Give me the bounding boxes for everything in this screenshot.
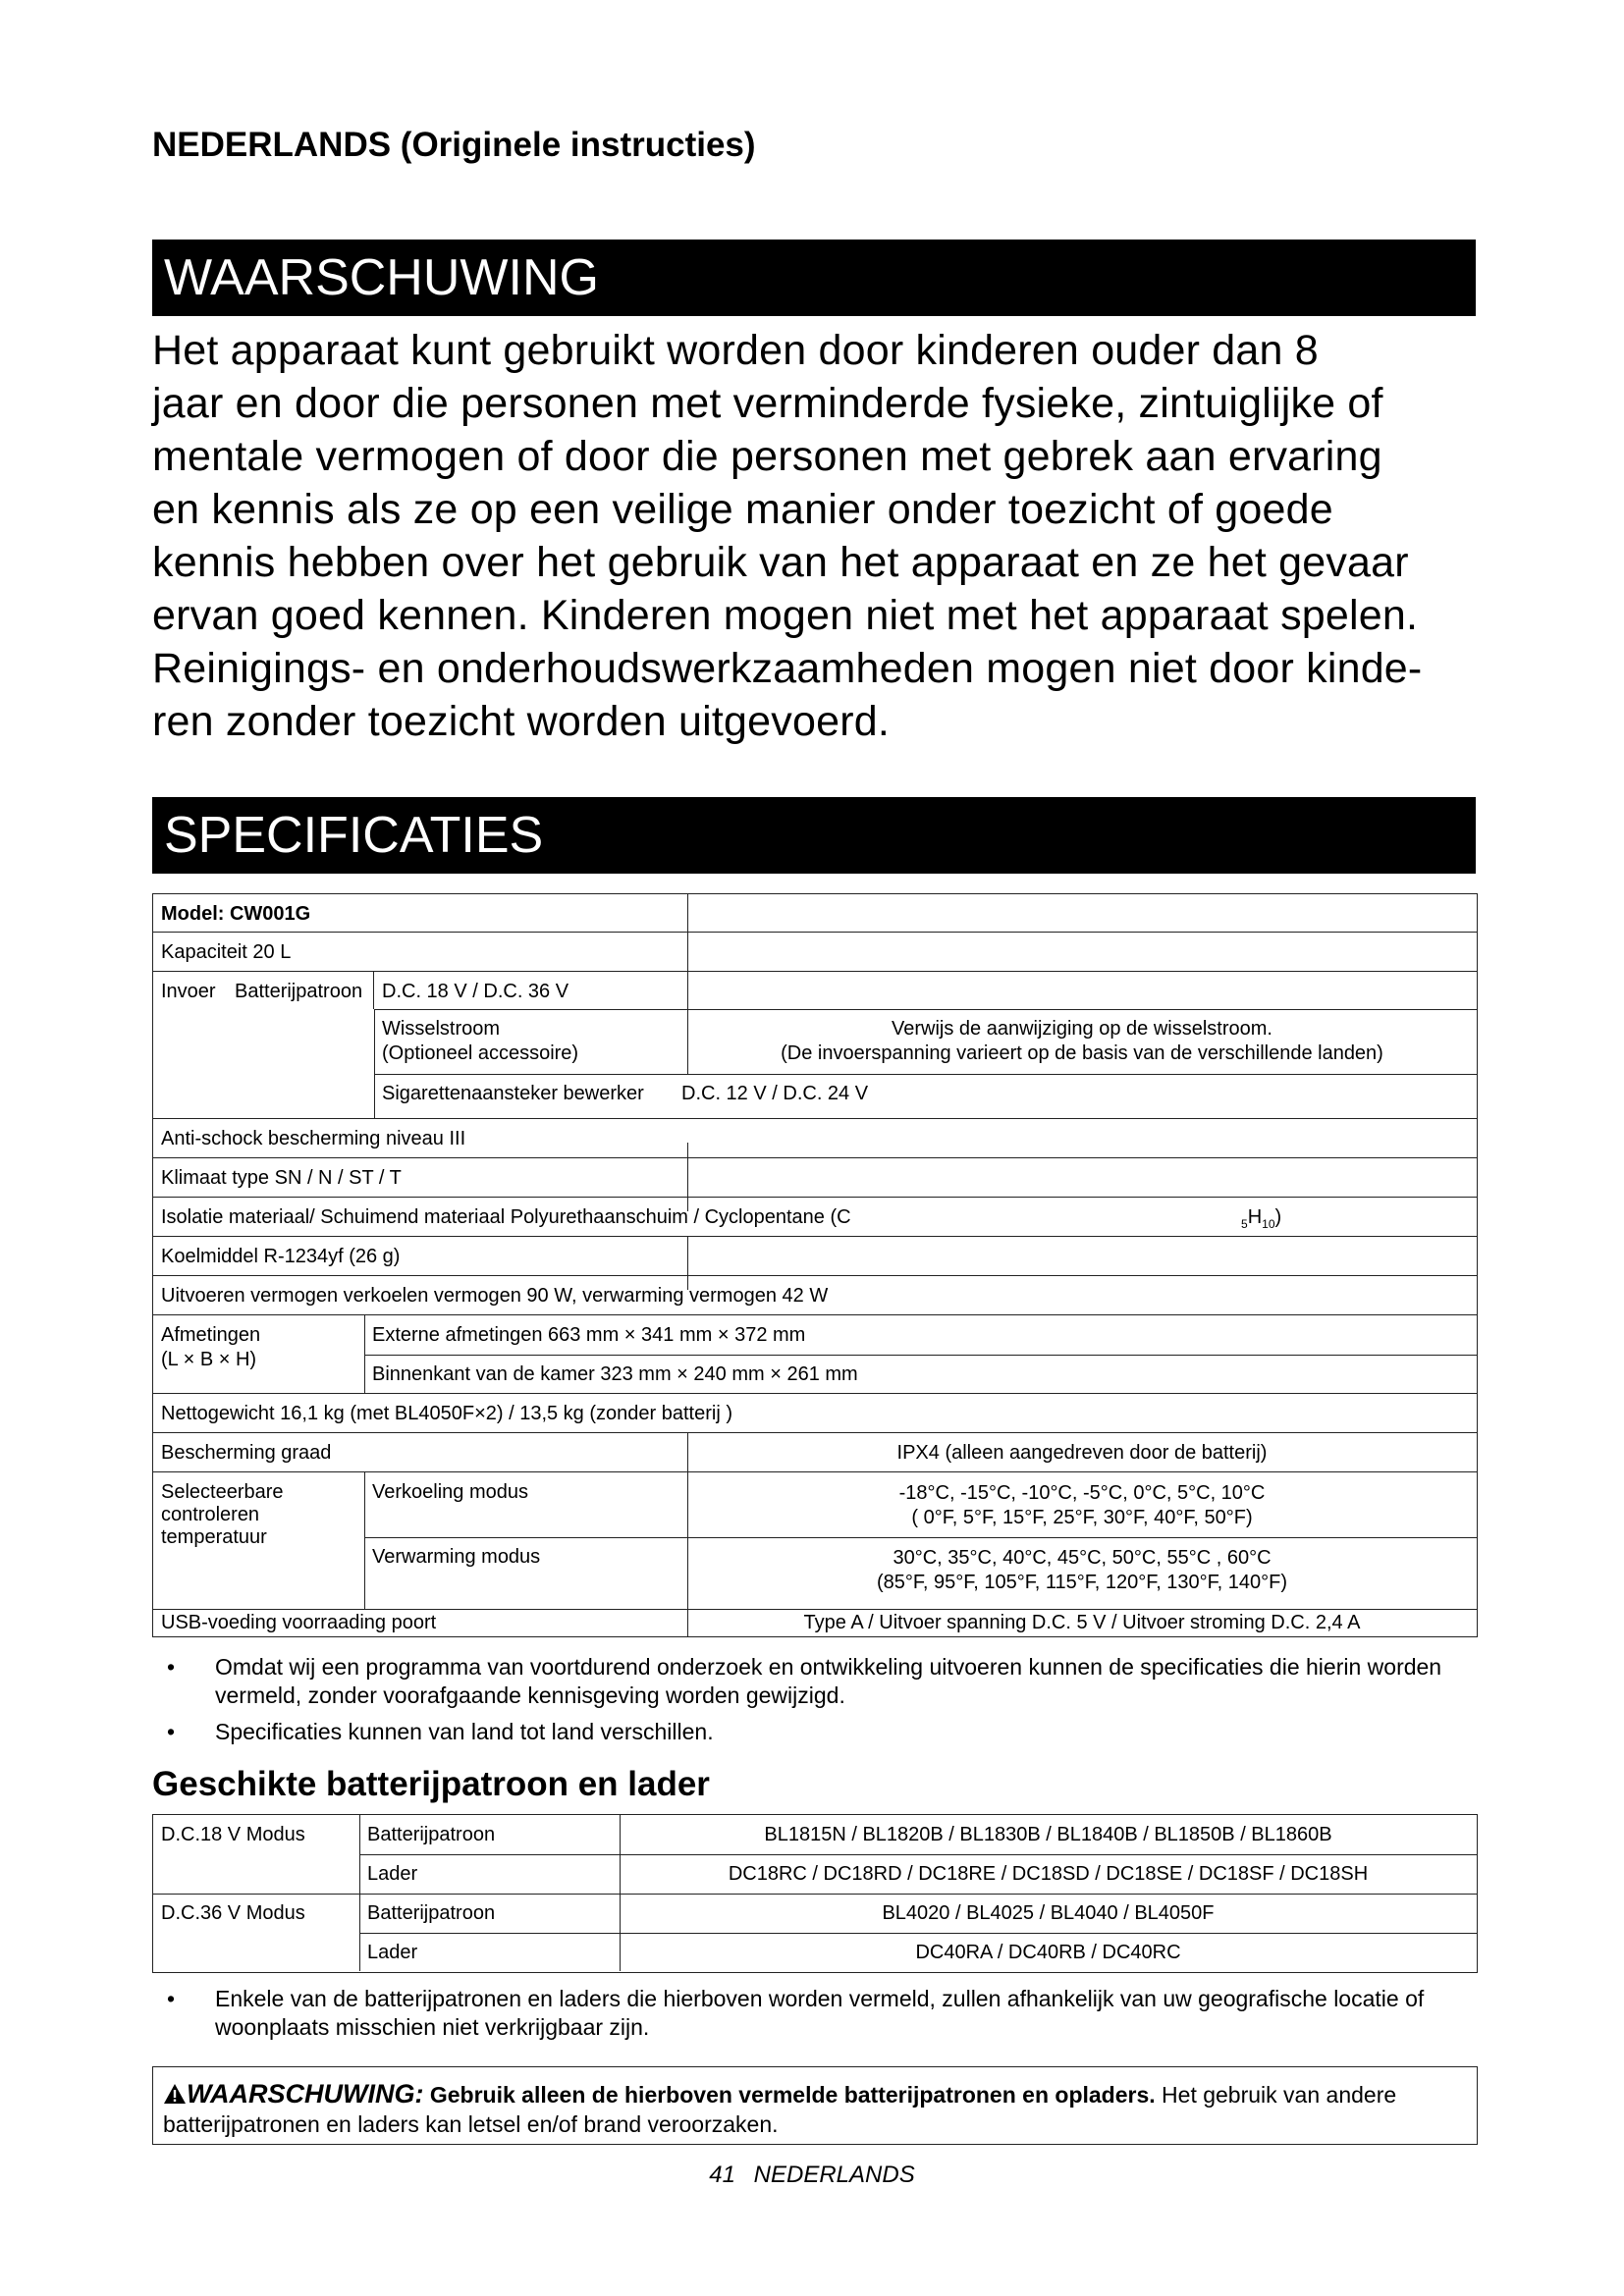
warning-bold-text: Gebruik alleen de hierboven vermelde batterijpatronen en opladers. xyxy=(429,2082,1156,2108)
insulation-formula: $_5H_{10}$) xyxy=(1241,1206,1282,1231)
spec-notes xyxy=(152,1653,1478,1754)
spec-row-model xyxy=(152,893,1478,933)
spec-row-refrigerant xyxy=(152,1237,1478,1276)
spec-row-shock xyxy=(152,1119,1478,1158)
warning-paragraph xyxy=(152,324,1488,748)
power-text: Uitvoeren vermogen verkoelen vermogen 90 W, verwarming vermogen 42 W xyxy=(161,1285,829,1307)
capacity-label: Kapaciteit 20 L xyxy=(161,941,292,963)
model-label: Model: CW001G xyxy=(161,903,311,925)
warning-label: WAARSCHUWING: xyxy=(187,2079,424,2109)
charger-models: DC18RC / DC18RD / DC18RE / DC18SD / DC18SE / DC18SF / DC18SH xyxy=(728,1863,1369,1885)
cooling-label: Verkoeling modus xyxy=(372,1481,528,1503)
footer-language: NEDERLANDS xyxy=(753,2162,915,2188)
heating-value xyxy=(687,1537,1477,1609)
battery-notes xyxy=(152,1985,1478,2050)
battery-mode: D.C.36 V Modus xyxy=(161,1902,305,1924)
usb-label: USB-voeding voorraading poort xyxy=(161,1612,437,1633)
battery-value: D.C. 18 V / D.C. 36 V xyxy=(382,981,569,1002)
warning-text: Het gebruik van andere batterijpatronen en laders kan letsel en/of brand veroorzaken. xyxy=(163,2082,1397,2137)
warning-line: ervan goed kennen. Kinderen mogen niet met het apparaat spelen. xyxy=(152,592,1419,639)
warning-line: en kennis als ze op een veilige manier onder toezicht of goede xyxy=(152,486,1333,533)
spec-row-usb xyxy=(152,1610,1478,1637)
battery-warning-box xyxy=(152,2066,1478,2145)
dimensions-label-line: (L × B × H) xyxy=(161,1349,257,1370)
battery-models: BL4020 / BL4025 / BL4040 / BL4050F xyxy=(882,1902,1215,1924)
battery-type: Batterijpatroon xyxy=(367,1824,496,1845)
temperature-label-line: Selecteerbare xyxy=(161,1481,284,1503)
heating-value-line: (85°F, 95°F, 105°F, 115°F, 120°F, 130°F, 140°F) xyxy=(876,1572,1288,1593)
input-label: Invoer xyxy=(161,981,216,1002)
climate-text: Klimaat type SN / N / ST / T xyxy=(161,1167,402,1189)
note-item: • Specificaties kunnen van land tot land verschillen. xyxy=(152,1718,1478,1746)
warning-line: kennis hebben over het gebruik van het apparaat en ze het gevaar xyxy=(152,539,1409,586)
warning-section-title: WAARSCHUWING xyxy=(152,240,1476,316)
dimensions-label xyxy=(153,1315,268,1393)
insulation-text: Isolatie materiaal/ Schuimend materiaal Polyurethaanschuim / Cyclopentane (C xyxy=(161,1206,851,1228)
spec-row-climate xyxy=(152,1158,1478,1198)
warning-line: Reinigings- en onderhoudswerkzaamheden mogen niet door kinde- xyxy=(152,645,1423,692)
spec-row-insulation xyxy=(152,1198,1478,1237)
note-item: • Omdat wij een programma van voortdurend onderzoek en ontwikkeling uitvoeren kunnen de specificaties die hierin worden vermeld, zonder voorafgaande kennisgeving worden gewijzigd. xyxy=(152,1653,1478,1710)
ac-value-line: (De invoerspanning varieert op de basis van de verschillende landen) xyxy=(781,1042,1383,1064)
warning-line: jaar en door die personen met verminderde fysieke, zintuiglijke of xyxy=(152,380,1383,427)
charger-models: DC40RA / DC40RB / DC40RC xyxy=(915,1942,1181,1963)
dimensions-external: Externe afmetingen 663 mm × 341 mm × 372 mm xyxy=(372,1324,806,1346)
weight-text: Nettogewicht 16,1 kg (met BL4050F×2) / 13,5 kg (zonder batterij ) xyxy=(161,1403,732,1424)
dimensions-internal: Binnenkant van de kamer 323 mm × 240 mm × 261 mm xyxy=(372,1363,858,1385)
warning-line: mentale vermogen of door die personen met gebrek aan ervaring xyxy=(152,433,1382,480)
language-header: NEDERLANDS (Originele instructies) xyxy=(152,126,756,164)
battery-table xyxy=(152,1814,1478,1973)
specifications-section-title: SPECIFICATIES xyxy=(152,797,1476,874)
temperature-label xyxy=(153,1472,292,1609)
ac-value-line: Verwijs de aanwijziging op de wisselstroom. xyxy=(892,1018,1272,1040)
cooling-value-line: -18°C, -15°C, -10°C, -5°C, 0°C, 5°C, 10°C xyxy=(898,1482,1266,1504)
page-footer xyxy=(0,2162,1624,2189)
battery-section-heading: Geschikte batterijpatroon en lader xyxy=(152,1765,710,1803)
protection-label: Bescherming graad xyxy=(161,1442,332,1464)
usb-value: Type A / Uitvoer spanning D.C. 5 V / Uitvoer stroming D.C. 2,4 A xyxy=(803,1612,1361,1633)
warning-line: ren zonder toezicht worden uitgevoerd. xyxy=(152,698,890,745)
ac-label-line: Wisselstroom xyxy=(382,1018,501,1040)
heating-label: Verwarming modus xyxy=(372,1546,541,1568)
cigarette-label: Sigarettenaansteker bewerker xyxy=(382,1083,644,1104)
battery-type: Batterijpatroon xyxy=(367,1902,496,1924)
spec-row-input xyxy=(152,972,1478,1119)
spec-row-protection xyxy=(152,1433,1478,1472)
temperature-label-line: temperatuur xyxy=(161,1526,267,1548)
cigarette-value: D.C. 12 V / D.C. 24 V xyxy=(681,1083,869,1104)
page-number: 41 xyxy=(709,2162,735,2188)
spec-row-capacity xyxy=(152,933,1478,972)
cooling-value-line: ( 0°F, 5°F, 15°F, 25°F, 30°F, 40°F, 50°F) xyxy=(911,1507,1253,1528)
ac-label-line: (Optioneel accessoire) xyxy=(382,1042,579,1064)
shock-text: Anti-schock bescherming niveau III xyxy=(161,1128,466,1149)
heating-value-line: 30°C, 35°C, 40°C, 45°C, 50°C, 55°C , 60°C xyxy=(893,1547,1272,1569)
spec-row-dimensions xyxy=(152,1315,1478,1394)
refrigerant-text: Koelmiddel R-1234yf (26 g) xyxy=(161,1246,401,1267)
spec-row-weight xyxy=(152,1394,1478,1433)
spec-row-power xyxy=(152,1276,1478,1315)
warning-line: Het apparaat kunt gebruikt worden door kinderen ouder dan 8 xyxy=(152,327,1319,374)
battery-type: Lader xyxy=(367,1863,418,1885)
spec-row-temperature xyxy=(152,1472,1478,1610)
dimensions-label-line: Afmetingen xyxy=(161,1324,261,1346)
note-item: • Enkele van de batterijpatronen en laders die hierboven worden vermeld, zullen afhankelijk van uw geografische locatie of woonplaats misschien niet verkrijgbaar zijn. xyxy=(152,1985,1478,2042)
protection-value: IPX4 (alleen aangedreven door de batterij) xyxy=(896,1442,1268,1464)
battery-mode: D.C.18 V Modus xyxy=(161,1824,305,1845)
battery-models: BL1815N / BL1820B / BL1830B / BL1840B / BL1850B / BL1860B xyxy=(764,1824,1332,1845)
battery-label: Batterijpatroon xyxy=(235,981,363,1002)
warning-triangle-icon xyxy=(163,2083,187,2105)
temperature-label-line: controleren xyxy=(161,1504,260,1525)
battery-type: Lader xyxy=(367,1942,418,1963)
